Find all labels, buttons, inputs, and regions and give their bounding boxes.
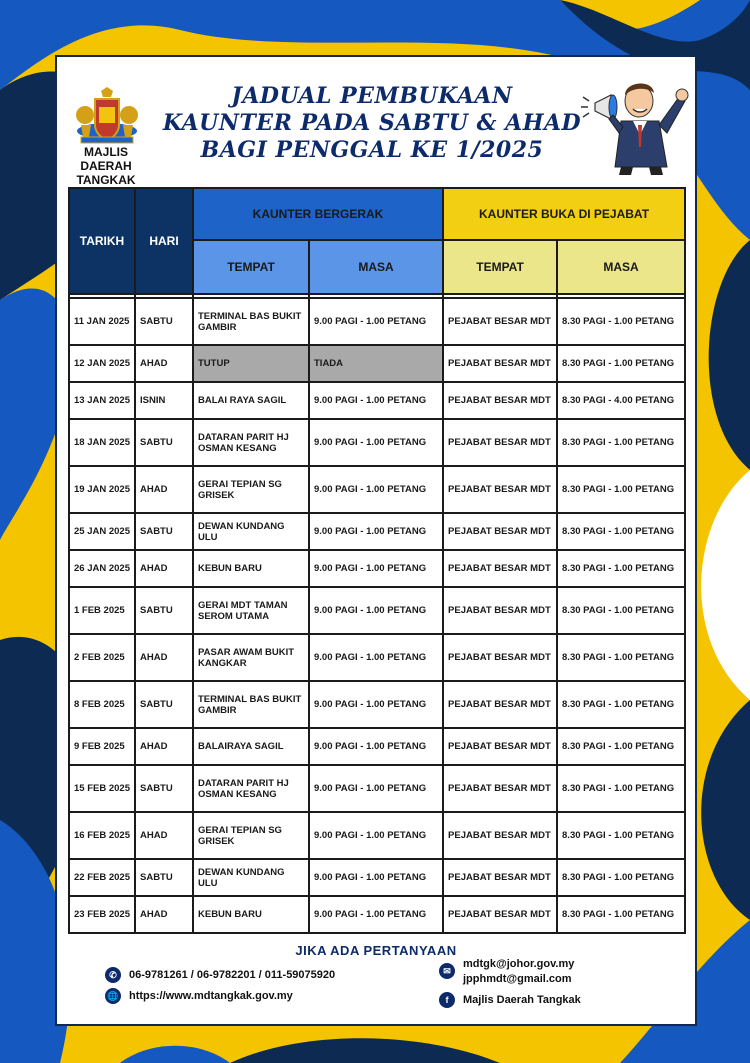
office-time-cell: 8.30 PAGI - 1.00 PETANG	[557, 419, 685, 466]
facebook-contact	[439, 992, 581, 1008]
office-time-cell: 8.30 PAGI - 1.00 PETANG	[557, 896, 685, 933]
office-location-cell: PEJABAT BESAR MDT	[443, 466, 557, 513]
office-time-cell: 8.30 PAGI - 1.00 PETANG	[557, 587, 685, 634]
mobile-location-cell: DEWAN KUNDANG ULU	[193, 513, 309, 550]
office-location-cell: PEJABAT BESAR MDT	[443, 634, 557, 681]
email-contact	[439, 957, 574, 987]
office-time-cell: 8.30 PAGI - 1.00 PETANG	[557, 513, 685, 550]
date-cell: 8 FEB 2025	[69, 681, 135, 728]
title-line3: BAGI PENGGAL KE 1/2025	[200, 137, 544, 163]
phone-contact	[105, 967, 335, 983]
date-cell: 26 JAN 2025	[69, 550, 135, 587]
mobile-time-cell: 9.00 PAGI - 1.00 PETANG	[309, 513, 443, 550]
sub-header-masa-bergerak: MASA	[309, 240, 443, 294]
email-address-1[interactable]: mdtgk@johor.gov.my	[463, 958, 575, 970]
day-cell: ISNIN	[135, 382, 193, 419]
table-row	[69, 550, 685, 587]
mobile-time-cell: 9.00 PAGI - 1.00 PETANG	[309, 634, 443, 681]
office-location-cell: PEJABAT BESAR MDT	[443, 896, 557, 933]
sub-header-tempat-pejabat: TEMPAT	[443, 240, 557, 294]
day-cell: SABTU	[135, 765, 193, 812]
mobile-location-cell: TERMINAL BAS BUKIT GAMBIR	[193, 681, 309, 728]
office-time-cell: 8.30 PAGI - 1.00 PETANG	[557, 859, 685, 896]
sub-header-tempat-bergerak: TEMPAT	[193, 240, 309, 294]
office-time-cell: 8.30 PAGI - 1.00 PETANG	[557, 550, 685, 587]
office-time-cell: 8.30 PAGI - 1.00 PETANG	[557, 728, 685, 765]
mobile-location-cell: BALAI RAYA SAGIL	[193, 382, 309, 419]
mobile-location-cell: KEBUN BARU	[193, 896, 309, 933]
col-header-tarikh: TARIKH	[69, 188, 135, 294]
title-line1: JADUAL PEMBUKAAN	[231, 83, 513, 109]
office-location-cell: PEJABAT BESAR MDT	[443, 728, 557, 765]
mobile-time-cell: 9.00 PAGI - 1.00 PETANG	[309, 382, 443, 419]
day-cell: SABTU	[135, 298, 193, 345]
office-location-cell: PEJABAT BESAR MDT	[443, 419, 557, 466]
mobile-time-cell: 9.00 PAGI - 1.00 PETANG	[309, 681, 443, 728]
col-header-hari: HARI	[135, 188, 193, 294]
office-time-cell: 8.30 PAGI - 1.00 PETANG	[557, 812, 685, 859]
footer-title: JIKA ADA PERTANYAAN	[295, 943, 457, 958]
office-time-cell: 8.30 PAGI - 1.00 PETANG	[557, 298, 685, 345]
day-cell: SABTU	[135, 419, 193, 466]
counter-schedule-table	[68, 187, 686, 934]
mobile-location-cell: DATARAN PARIT HJ OSMAN KESANG	[193, 765, 309, 812]
group-header-kaunter-pejabat: KAUNTER BUKA DI PEJABAT	[443, 188, 685, 240]
office-location-cell: PEJABAT BESAR MDT	[443, 681, 557, 728]
date-cell: 23 FEB 2025	[69, 896, 135, 933]
office-location-cell: PEJABAT BESAR MDT	[443, 513, 557, 550]
mobile-time-cell: 9.00 PAGI - 1.00 PETANG	[309, 859, 443, 896]
mobile-time-cell: 9.00 PAGI - 1.00 PETANG	[309, 765, 443, 812]
day-cell: SABTU	[135, 513, 193, 550]
table-row	[69, 298, 685, 345]
table-row	[69, 681, 685, 728]
table-row	[69, 345, 685, 382]
date-cell: 15 FEB 2025	[69, 765, 135, 812]
office-time-cell: 8.30 PAGI - 4.00 PETANG	[557, 382, 685, 419]
date-cell: 12 JAN 2025	[69, 345, 135, 382]
office-location-cell: PEJABAT BESAR MDT	[443, 550, 557, 587]
day-cell: AHAD	[135, 728, 193, 765]
office-location-cell: PEJABAT BESAR MDT	[443, 859, 557, 896]
mobile-location-cell: PASAR AWAM BUKIT KANGKAR	[193, 634, 309, 681]
date-cell: 1 FEB 2025	[69, 587, 135, 634]
title-line2: KAUNTER PADA SABTU & AHAD	[162, 110, 582, 136]
date-cell: 19 JAN 2025	[69, 466, 135, 513]
schedule-rows	[69, 294, 685, 933]
mobile-location-cell: BALAIRAYA SAGIL	[193, 728, 309, 765]
table-row	[69, 513, 685, 550]
mobile-location-cell: DEWAN KUNDANG ULU	[193, 859, 309, 896]
office-location-cell: PEJABAT BESAR MDT	[443, 765, 557, 812]
facebook-icon: f	[439, 992, 455, 1008]
day-cell: SABTU	[135, 859, 193, 896]
mobile-time-cell: TIADA	[309, 345, 443, 382]
mobile-location-cell: KEBUN BARU	[193, 550, 309, 587]
mobile-location-cell: TUTUP	[193, 345, 309, 382]
sub-header-masa-pejabat: MASA	[557, 240, 685, 294]
table-row	[69, 728, 685, 765]
globe-icon: 🌐	[105, 988, 121, 1004]
day-cell: AHAD	[135, 550, 193, 587]
mobile-time-cell: 9.00 PAGI - 1.00 PETANG	[309, 298, 443, 345]
table-row	[69, 587, 685, 634]
date-cell: 13 JAN 2025	[69, 382, 135, 419]
office-location-cell: PEJABAT BESAR MDT	[443, 298, 557, 345]
org-name-line1: MAJLIS DAERAH	[80, 145, 132, 173]
date-cell: 2 FEB 2025	[69, 634, 135, 681]
table-row	[69, 812, 685, 859]
mobile-time-cell: 9.00 PAGI - 1.00 PETANG	[309, 728, 443, 765]
day-cell: SABTU	[135, 587, 193, 634]
office-time-cell: 8.30 PAGI - 1.00 PETANG	[557, 765, 685, 812]
office-time-cell: 8.30 PAGI - 1.00 PETANG	[557, 634, 685, 681]
table-row	[69, 859, 685, 896]
office-time-cell: 8.30 PAGI - 1.00 PETANG	[557, 466, 685, 513]
mobile-time-cell: 9.00 PAGI - 1.00 PETANG	[309, 587, 443, 634]
table-row	[69, 765, 685, 812]
phone-numbers: 06-9781261 / 06-9782201 / 011-59075920	[129, 969, 336, 981]
day-cell: AHAD	[135, 896, 193, 933]
phone-icon: ✆	[105, 967, 121, 983]
org-name	[63, 145, 149, 187]
day-cell: SABTU	[135, 681, 193, 728]
org-name-line2: TANGKAK	[76, 173, 136, 187]
date-cell: 25 JAN 2025	[69, 513, 135, 550]
office-location-cell: PEJABAT BESAR MDT	[443, 382, 557, 419]
email-icon: ✉	[439, 963, 455, 979]
mobile-time-cell: 9.00 PAGI - 1.00 PETANG	[309, 896, 443, 933]
mobile-location-cell: GERAI TEPIAN SG GRISEK	[193, 812, 309, 859]
mobile-time-cell: 9.00 PAGI - 1.00 PETANG	[309, 419, 443, 466]
mobile-location-cell: GERAI MDT TAMAN SEROM UTAMA	[193, 587, 309, 634]
date-cell: 18 JAN 2025	[69, 419, 135, 466]
table-row	[69, 634, 685, 681]
megaphone-mascot-illustration	[577, 75, 692, 175]
date-cell: 9 FEB 2025	[69, 728, 135, 765]
mobile-time-cell: 9.00 PAGI - 1.00 PETANG	[309, 550, 443, 587]
day-cell: AHAD	[135, 345, 193, 382]
group-header-kaunter-bergerak: KAUNTER BERGERAK	[193, 188, 443, 240]
mobile-time-cell: 9.00 PAGI - 1.00 PETANG	[309, 466, 443, 513]
day-cell: AHAD	[135, 634, 193, 681]
facebook-page[interactable]: Majlis Daerah Tangkak	[463, 994, 581, 1006]
day-cell: AHAD	[135, 466, 193, 513]
day-cell: AHAD	[135, 812, 193, 859]
table-row	[69, 382, 685, 419]
office-time-cell: 8.30 PAGI - 1.00 PETANG	[557, 681, 685, 728]
date-cell: 16 FEB 2025	[69, 812, 135, 859]
page-title	[142, 83, 602, 164]
email-address-2[interactable]: jpphmdt@gmail.com	[463, 973, 572, 985]
office-time-cell: 8.30 PAGI - 1.00 PETANG	[557, 345, 685, 382]
table-row	[69, 466, 685, 513]
schedule-card	[57, 57, 695, 1024]
office-location-cell: PEJABAT BESAR MDT	[443, 812, 557, 859]
mobile-location-cell: TERMINAL BAS BUKIT GAMBIR	[193, 298, 309, 345]
website-link[interactable]: https://www.mdtangkak.gov.my	[129, 990, 293, 1002]
date-cell: 11 JAN 2025	[69, 298, 135, 345]
mobile-location-cell: DATARAN PARIT HJ OSMAN KESANG	[193, 419, 309, 466]
date-cell: 22 FEB 2025	[69, 859, 135, 896]
office-location-cell: PEJABAT BESAR MDT	[443, 587, 557, 634]
table-row	[69, 419, 685, 466]
office-location-cell: PEJABAT BESAR MDT	[443, 345, 557, 382]
mobile-location-cell: GERAI TEPIAN SG GRISEK	[193, 466, 309, 513]
website-contact	[105, 988, 293, 1004]
table-row	[69, 896, 685, 933]
mobile-time-cell: 9.00 PAGI - 1.00 PETANG	[309, 812, 443, 859]
